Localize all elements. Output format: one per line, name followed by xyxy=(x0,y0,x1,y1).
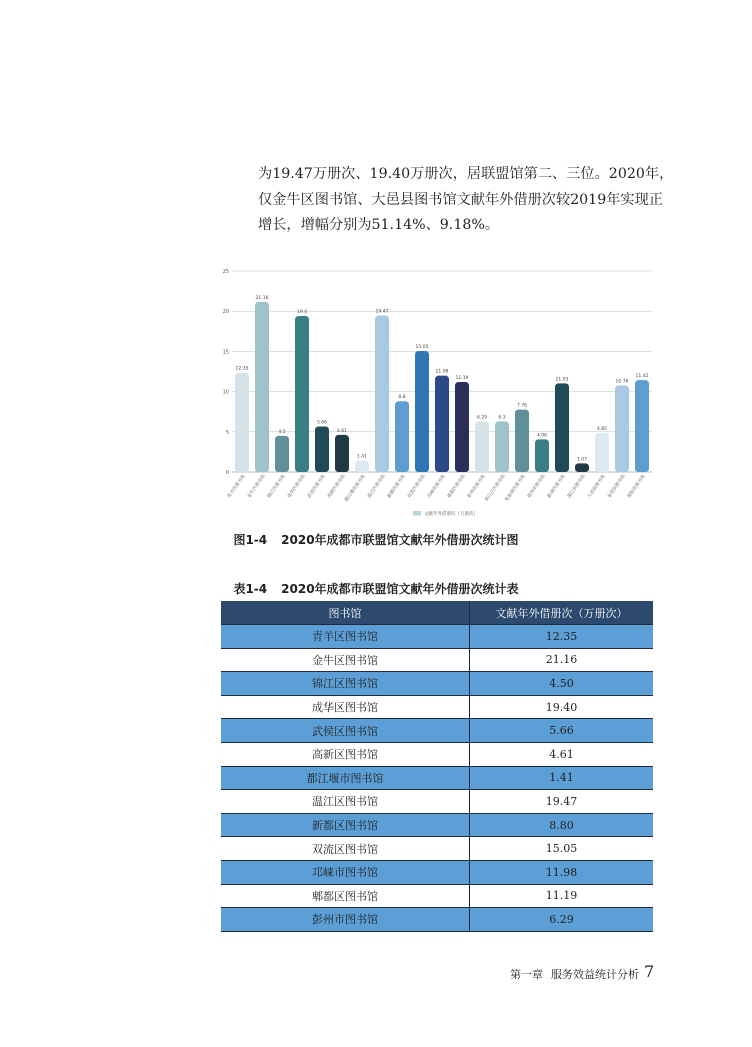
running-footer xyxy=(510,966,639,982)
chart-bar xyxy=(555,383,569,472)
data-label: 6.29 xyxy=(476,415,488,421)
data-label: 8.8 xyxy=(398,395,406,401)
x-tick-label: 新津区图书馆 xyxy=(547,474,567,500)
table-row xyxy=(221,719,653,743)
chart-bar xyxy=(595,433,609,472)
data-label: 1.41 xyxy=(356,454,368,460)
table-row xyxy=(221,766,653,790)
table-row xyxy=(221,884,653,908)
data-label: 10.76 xyxy=(615,379,629,385)
x-tick-label: 金堂县图书馆 xyxy=(607,474,627,500)
data-label: 11.03 xyxy=(555,377,569,383)
x-tick-label: 彭州市图书馆 xyxy=(467,474,487,500)
loan-value: 21.16 xyxy=(470,648,654,672)
x-tick-label: 温江区图书馆 xyxy=(367,474,387,500)
library-name: 双流区图书馆 xyxy=(221,837,470,861)
x-tick-label: 崇州市图书馆 xyxy=(527,474,547,500)
data-label: 4.5 xyxy=(278,429,286,435)
legend-swatch xyxy=(413,511,421,516)
paragraph-line: 增长，增幅分别为51.14%、9.18%。 xyxy=(258,217,500,233)
chart-bar xyxy=(355,461,369,472)
data-label: 11.98 xyxy=(435,369,449,375)
x-tick-label: 邛崃市图书馆 xyxy=(427,474,447,500)
y-tick-label: 5 xyxy=(225,429,229,436)
library-name: 邛崃市图书馆 xyxy=(221,860,470,884)
data-label: 19.47 xyxy=(375,309,389,315)
chart-bar xyxy=(295,316,309,472)
data-label: 4.61 xyxy=(336,428,348,434)
table-caption xyxy=(0,580,752,597)
chart-bar xyxy=(515,410,529,472)
loan-value: 1.41 xyxy=(470,766,654,790)
chart-bar xyxy=(335,435,349,472)
column-header-loans: 文献年外借册次（万册次） xyxy=(470,601,654,625)
x-tick-label: 龙泉驿区图书馆 xyxy=(504,474,527,503)
footer-chapter: 第一章 xyxy=(510,968,543,981)
table-row xyxy=(221,790,653,814)
legend-label: 文献年外借册次（万册次） xyxy=(424,512,478,517)
data-label: 4.06 xyxy=(536,433,548,439)
body-paragraph xyxy=(258,162,674,239)
loan-value: 15.05 xyxy=(470,837,654,861)
table-number: 表1-4 xyxy=(233,582,268,596)
x-tick-label: 郫都区图书馆 xyxy=(447,474,467,500)
data-label: 11.19 xyxy=(455,376,469,382)
x-tick-label: 成华区图书馆 xyxy=(287,474,307,500)
x-tick-label: 大邑县图书馆 xyxy=(587,474,607,500)
chart-bar xyxy=(375,315,389,472)
data-label: 15.05 xyxy=(415,344,429,350)
table-row xyxy=(221,648,653,672)
library-name: 新都区图书馆 xyxy=(221,813,470,837)
data-label: 6.3 xyxy=(498,415,506,421)
x-tick-label: 青白江区图书馆 xyxy=(484,474,507,503)
y-tick-label: 0 xyxy=(225,470,229,476)
data-label: 12.35 xyxy=(235,366,249,372)
chart-bar xyxy=(455,382,469,472)
library-name: 彭州市图书馆 xyxy=(221,908,470,932)
data-label: 19.4 xyxy=(296,310,308,316)
data-label: 7.76 xyxy=(516,403,528,409)
chart-bar xyxy=(275,436,289,472)
chart-bar xyxy=(435,376,449,472)
table-row xyxy=(221,860,653,884)
loan-value: 4.61 xyxy=(470,742,654,766)
x-tick-label: 武侯区图书馆 xyxy=(307,474,327,500)
table-row xyxy=(221,672,653,696)
loan-value: 11.19 xyxy=(470,884,654,908)
library-name: 郫都区图书馆 xyxy=(221,884,470,908)
library-name: 金牛区图书馆 xyxy=(221,648,470,672)
data-label: 21.16 xyxy=(255,295,269,301)
chart-bar xyxy=(235,373,249,472)
footer-section: 服务效益统计分析 xyxy=(551,968,639,981)
figure-caption xyxy=(0,531,752,548)
x-tick-label: 高新区图书馆 xyxy=(327,474,347,500)
chart-bar xyxy=(535,439,549,472)
table-row xyxy=(221,695,653,719)
loan-value: 4.50 xyxy=(470,672,654,696)
data-label: 11.42 xyxy=(635,374,649,380)
y-tick-label: 15 xyxy=(222,349,229,356)
loan-value: 12.35 xyxy=(470,625,654,649)
library-name: 青羊区图书馆 xyxy=(221,625,470,649)
library-name: 锦江区图书馆 xyxy=(221,672,470,696)
x-tick-label: 锦江区图书馆 xyxy=(267,474,287,500)
figure-title: 2020年成都市联盟馆文献年外借册次统计图 xyxy=(281,533,519,547)
table-row xyxy=(221,625,653,649)
table-title: 2020年成都市联盟馆文献年外借册次统计表 xyxy=(281,582,519,596)
data-label: 4.85 xyxy=(596,427,608,433)
table-row xyxy=(221,813,653,837)
column-header-library: 图书馆 xyxy=(221,601,470,625)
bar-chart xyxy=(220,262,660,524)
x-tick-label: 金牛区图书馆 xyxy=(247,474,267,500)
library-name: 温江区图书馆 xyxy=(221,790,470,814)
y-tick-label: 20 xyxy=(222,309,229,316)
table-row xyxy=(221,742,653,766)
library-name: 成华区图书馆 xyxy=(221,695,470,719)
loan-value: 5.66 xyxy=(470,719,654,743)
loan-value: 11.98 xyxy=(470,860,654,884)
paragraph-line: 为19.47万册次、19.40万册次，居联盟馆第二、三位。2020年， xyxy=(258,166,674,182)
chart-bar xyxy=(415,351,429,472)
chart-bar xyxy=(495,421,509,472)
y-tick-label: 10 xyxy=(222,389,229,396)
chart-bar xyxy=(575,463,589,472)
y-tick-label: 25 xyxy=(222,269,229,275)
table-header-row xyxy=(221,601,653,625)
data-label: 5.66 xyxy=(316,420,328,426)
data-label: 1.07 xyxy=(576,457,588,463)
data-table xyxy=(221,601,653,932)
x-tick-label: 新都区图书馆 xyxy=(387,474,407,500)
x-tick-label: 简阳市图书馆 xyxy=(627,474,647,500)
chart-bar xyxy=(635,380,649,472)
loan-value: 19.47 xyxy=(470,790,654,814)
x-tick-label: 蒲江县图书馆 xyxy=(567,474,587,500)
loan-value: 8.80 xyxy=(470,813,654,837)
table-row xyxy=(221,908,653,932)
page-number: 7 xyxy=(644,962,655,981)
table-row xyxy=(221,837,653,861)
library-name: 都江堰市图书馆 xyxy=(221,766,470,790)
x-tick-label: 都江堰市图书馆 xyxy=(344,474,367,503)
paragraph-line: 仅金牛区图书馆、大邑县图书馆文献年外借册次较2019年实现正 xyxy=(258,191,663,208)
x-tick-label: 青羊区图书馆 xyxy=(227,474,247,500)
library-name: 武侯区图书馆 xyxy=(221,719,470,743)
chart-bar xyxy=(315,426,329,472)
chart-bar xyxy=(395,401,409,472)
figure-number: 图1-4 xyxy=(233,533,268,547)
loan-value: 6.29 xyxy=(470,908,654,932)
chart-bar xyxy=(255,302,269,472)
chart-bar xyxy=(615,385,629,472)
chart-bar xyxy=(475,421,489,472)
loan-value: 19.40 xyxy=(470,695,654,719)
library-name: 高新区图书馆 xyxy=(221,742,470,766)
x-tick-label: 双流区图书馆 xyxy=(407,474,427,500)
